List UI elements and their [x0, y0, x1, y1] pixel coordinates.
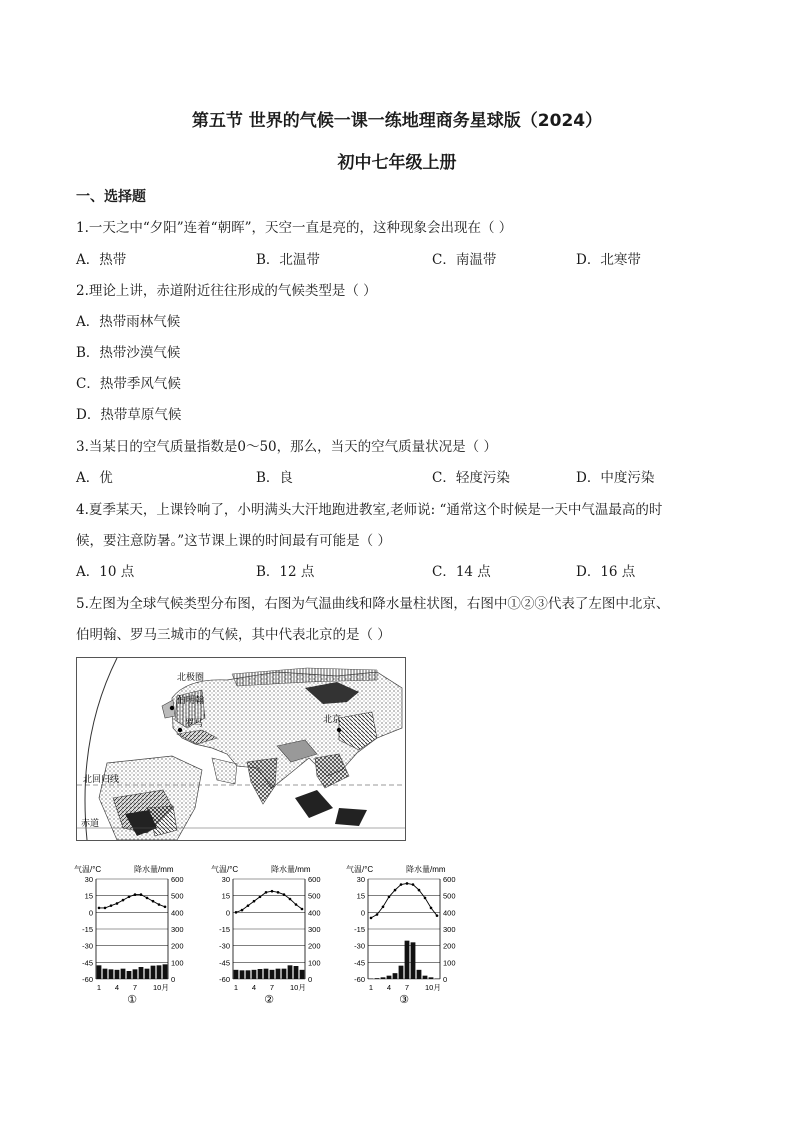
temp-tick-label: -60: [219, 975, 230, 984]
month-tick-label: 7: [132, 983, 138, 992]
precip-bar: [270, 970, 275, 979]
temp-tick-label: -30: [354, 941, 365, 951]
temp-point: [382, 905, 385, 908]
temp-point: [110, 904, 113, 907]
precip-bar: [103, 969, 108, 979]
precip-bar: [369, 979, 374, 980]
precip-axis-label: 降水量/mm: [406, 865, 446, 874]
birmingham-marker: [170, 706, 174, 710]
temp-point: [259, 895, 262, 898]
option-b[interactable]: B．12 点: [256, 564, 315, 580]
temp-tick-label: 30: [356, 875, 365, 884]
temp-point: [104, 907, 107, 910]
temp-tick-label: 15: [356, 891, 365, 901]
temp-point: [277, 891, 280, 894]
precip-tick-label: 400: [308, 908, 321, 918]
temp-tick-label: -45: [82, 958, 93, 968]
temp-tick-label: -60: [82, 975, 93, 984]
precip-tick-label: 300: [171, 925, 184, 934]
precip-bar: [429, 977, 434, 979]
precip-tick-label: 500: [308, 891, 321, 901]
question-2-stem: 2.理论上讲，赤道附近往往形成的气候类型是（ ）: [76, 283, 377, 299]
month-tick-label: 7: [269, 983, 275, 992]
precip-bar: [387, 976, 392, 979]
precip-bar: [411, 942, 416, 979]
temp-point: [289, 898, 292, 901]
precip-bar: [246, 970, 251, 979]
precip-bar: [258, 969, 263, 979]
rome-marker: [178, 728, 182, 732]
temp-tick-label: 0: [360, 908, 365, 918]
temp-tick-label: 30: [84, 875, 93, 884]
option-a[interactable]: A．10 点: [76, 564, 135, 580]
precip-bar: [417, 970, 422, 979]
temp-point: [295, 903, 298, 906]
precip-tick-label: 100: [171, 958, 184, 968]
question-5-stem-line1: 5.左图为全球气候类型分布图，右图为气温曲线和降水量柱状图，右图中①②③代表了左图中北京、: [76, 596, 670, 612]
precip-bar: [300, 970, 305, 979]
precip-tick-label: 600: [171, 875, 184, 884]
page-title: 第五节 世界的气候一课一练地理商务星球版（2024）: [191, 111, 603, 131]
precip-bar: [375, 978, 380, 979]
temp-tick-label: -15: [82, 925, 93, 934]
temp-axis-label: 气温/°C: [211, 865, 239, 874]
option-c[interactable]: C．热带季风气候: [76, 376, 181, 392]
temp-tick-label: 15: [84, 891, 93, 901]
climate-chart-svg: [72, 862, 194, 1012]
temp-tick-label: -60: [354, 975, 365, 984]
temp-tick-label: 0: [225, 908, 230, 918]
tropic-label: 北回归线: [83, 775, 120, 785]
chart-marker: ①: [127, 994, 137, 1006]
chart-marker: ②: [264, 994, 274, 1006]
climate-type-map: [76, 657, 406, 841]
temp-point: [116, 902, 119, 905]
precip-bar: [294, 966, 299, 979]
temp-point: [235, 911, 238, 914]
map-graphic: [77, 658, 405, 840]
temp-tick-label: -15: [219, 925, 230, 934]
precip-bar: [151, 966, 156, 979]
temp-line: [99, 895, 165, 908]
precip-tick-label: 300: [308, 925, 321, 934]
temp-point: [98, 907, 101, 910]
precip-bar: [163, 964, 168, 979]
precip-bar: [157, 965, 162, 979]
precip-tick-label: 0: [308, 975, 313, 984]
precip-tick-label: 300: [443, 925, 456, 934]
precip-bar: [288, 965, 293, 979]
month-tick-label: 1: [96, 983, 102, 992]
option-b[interactable]: B．热带沙漠气候: [76, 345, 181, 361]
temp-point: [424, 897, 427, 900]
temp-point: [376, 913, 379, 916]
arctic-circle-label: 北极圈: [177, 673, 205, 683]
precip-bar: [139, 967, 144, 979]
chart-marker: ③: [399, 994, 409, 1006]
precip-tick-label: 200: [308, 941, 321, 951]
precip-tick-label: 600: [443, 875, 456, 884]
precip-bar: [282, 969, 287, 979]
temp-axis-label: 气温/°C: [346, 865, 374, 874]
temp-point: [265, 891, 268, 894]
temp-point: [394, 889, 397, 892]
temp-point: [430, 907, 433, 910]
precip-tick-label: 200: [171, 941, 184, 951]
precip-bar: [393, 973, 398, 979]
option-d[interactable]: D．16 点: [576, 564, 636, 580]
option-b[interactable]: B．北温带: [256, 252, 320, 268]
precip-bar: [109, 969, 114, 979]
precip-tick-label: 200: [443, 941, 456, 951]
precip-bar: [423, 976, 428, 979]
month-tick-label: 1: [368, 983, 374, 992]
temp-point: [158, 903, 161, 906]
climate-chart-svg: [209, 862, 331, 1012]
temp-point: [122, 899, 125, 902]
precip-tick-label: 500: [443, 891, 456, 901]
climate-chart-3: [344, 862, 466, 1012]
temp-tick-label: -30: [82, 941, 93, 951]
temp-point: [370, 917, 373, 920]
precip-tick-label: 0: [443, 975, 448, 984]
temp-point: [152, 900, 155, 903]
temp-line: [236, 891, 302, 912]
precip-bar: [240, 970, 245, 979]
precip-bar: [435, 979, 440, 980]
option-d[interactable]: D．热带草原气候: [76, 407, 182, 423]
temp-tick-label: 30: [221, 875, 230, 884]
month-tick-label: 10月: [290, 983, 306, 992]
temp-tick-label: 15: [221, 891, 230, 901]
precip-axis-label: 降水量/mm: [134, 865, 174, 874]
precip-bar: [115, 970, 120, 979]
precip-bar: [234, 970, 239, 979]
temp-point: [271, 890, 274, 893]
option-a[interactable]: A．优: [76, 470, 113, 486]
option-b[interactable]: B．良: [256, 470, 293, 486]
temp-tick-label: -30: [219, 941, 230, 951]
section-heading: 一、选择题: [76, 189, 146, 205]
climate-chart-2: [209, 862, 331, 1012]
temp-point: [253, 900, 256, 903]
precip-bar: [264, 969, 269, 979]
question-4-stem-line2: 候，要注意防暑。”这节课上课的时间最有可能是（ ）: [76, 533, 391, 549]
precip-tick-label: 400: [443, 908, 456, 918]
option-c[interactable]: C．轻度污染: [432, 470, 510, 486]
precip-bar: [127, 971, 132, 979]
option-d[interactable]: D．北寒带: [576, 252, 641, 268]
month-tick-label: 4: [251, 983, 257, 992]
temp-tick-label: 0: [88, 908, 93, 918]
climate-chart-svg: [344, 862, 466, 1012]
temp-tick-label: -15: [354, 925, 365, 934]
beijing-marker: [337, 728, 341, 732]
temp-line: [371, 883, 437, 917]
option-c[interactable]: C．南温带: [432, 252, 497, 268]
precip-tick-label: 400: [171, 908, 184, 918]
temp-point: [406, 882, 409, 885]
temp-axis-label: 气温/°C: [74, 865, 102, 874]
option-c[interactable]: C．14 点: [432, 564, 491, 580]
temp-point: [400, 883, 403, 886]
precip-bar: [399, 966, 404, 979]
temp-point: [388, 895, 391, 898]
temp-point: [301, 908, 304, 911]
precip-bar: [252, 970, 257, 979]
page-subtitle: 初中七年级上册: [337, 153, 457, 173]
birmingham-label: 伯明翰: [177, 696, 205, 706]
month-tick-label: 7: [404, 983, 410, 992]
option-a[interactable]: A．热带: [76, 252, 127, 268]
temp-point: [418, 889, 421, 892]
precip-tick-label: 100: [443, 958, 456, 968]
option-a[interactable]: A．热带雨林气候: [76, 314, 181, 330]
option-d[interactable]: D．中度污染: [576, 470, 655, 486]
question-3-stem: 3.当某日的空气质量指数是0～50，那么，当天的空气质量状况是（ ）: [76, 439, 497, 455]
precip-bar: [133, 969, 138, 979]
precip-tick-label: 600: [308, 875, 321, 884]
precip-tick-label: 0: [171, 975, 176, 984]
month-tick-label: 10月: [425, 983, 441, 992]
month-tick-label: 10月: [153, 983, 169, 992]
climate-chart-1: [72, 862, 194, 1012]
precip-bar: [381, 977, 386, 979]
temp-point: [412, 883, 415, 886]
precip-bar: [121, 969, 126, 979]
precip-tick-label: 100: [308, 958, 321, 968]
question-5-stem-line2: 伯明翰、罗马三城市的气候，其中代表北京的是（ ）: [76, 627, 391, 643]
month-tick-label: 1: [233, 983, 239, 992]
temp-point: [247, 904, 250, 907]
month-tick-label: 4: [386, 983, 392, 992]
question-4-stem-line1: 4.夏季某天，上课铃响了，小明满头大汗地跑进教室,老师说: “通常这个时候是一天中气温最高的时: [76, 502, 663, 518]
temp-tick-label: -45: [219, 958, 230, 968]
month-tick-label: 4: [114, 983, 120, 992]
precip-axis-label: 降水量/mm: [271, 865, 311, 874]
precip-bar: [405, 941, 410, 979]
temp-point: [164, 905, 167, 908]
precip-bar: [145, 969, 150, 979]
temp-point: [436, 914, 439, 917]
temp-point: [128, 895, 131, 898]
precip-bar: [276, 969, 281, 979]
rome-label: 罗马: [185, 719, 204, 729]
precip-tick-label: 500: [171, 891, 184, 901]
precip-bar: [97, 965, 102, 979]
question-1-stem: 1.一天之中“夕阳”连着“朝晖”，天空一直是亮的，这种现象会出现在（ ）: [76, 220, 513, 236]
temp-point: [283, 893, 286, 896]
equator-label: 赤道: [81, 819, 100, 829]
temp-point: [134, 893, 137, 896]
temp-point: [241, 909, 244, 912]
temp-tick-label: -45: [354, 958, 365, 968]
temp-point: [140, 893, 143, 896]
temp-point: [146, 897, 149, 900]
beijing-label: 北京: [323, 715, 342, 725]
